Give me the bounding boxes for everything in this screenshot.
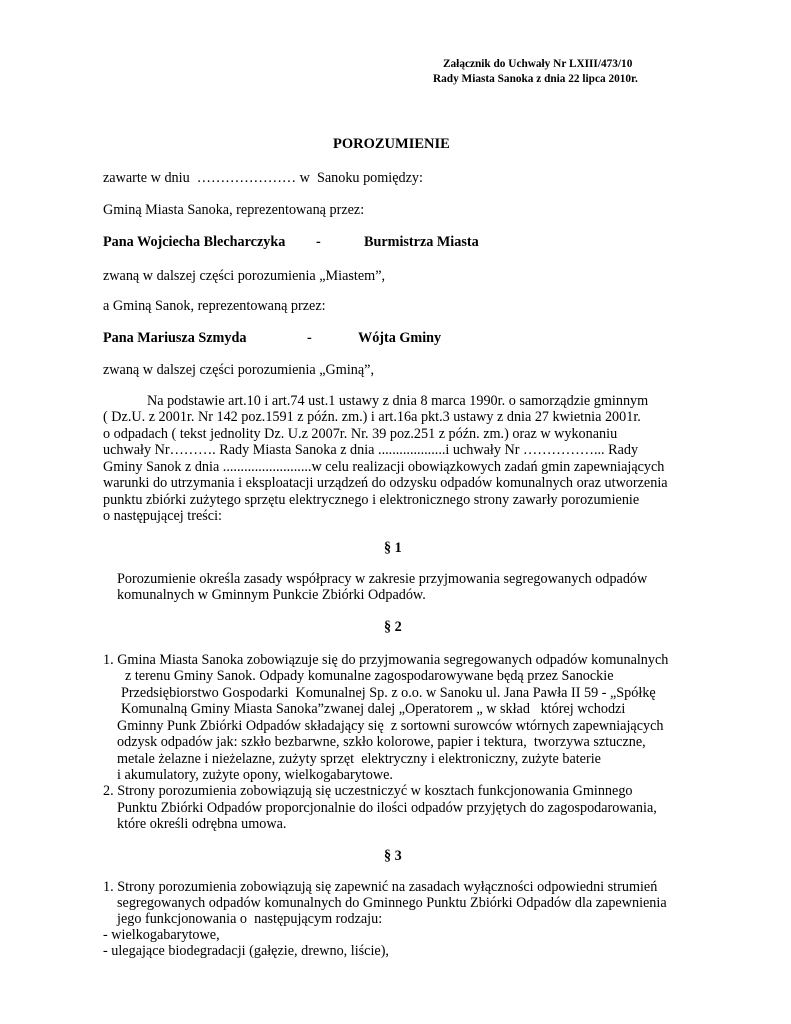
section-3-line: - wielkogabarytowe, xyxy=(103,927,220,943)
intro-line-party2: a Gminą Sanok, reprezentowaną przez: xyxy=(103,298,326,314)
party1-dash: - xyxy=(316,234,321,250)
preamble-line: o odpadach ( tekst jednolity Dz. U.z 2007r. Nr. 39 poz.251 z późn. zm.) oraz w wykonaniu xyxy=(103,426,618,442)
section-2-line: Komunalną Gminy Miasta Sanoka”zwanej dalej „Operatorem „ w skład której wchodzi xyxy=(121,701,626,717)
section-1-line: komunalnych w Gminnym Punkcie Zbiórki Odpadów. xyxy=(117,587,426,603)
section-2-line: z terenu Gminy Sanok. Odpady komunalne zagospodarowywane będą przez Sanockie xyxy=(125,668,614,684)
attachment-header-line2: Rady Miasta Sanoka z dnia 22 lipca 2010r. xyxy=(433,73,638,85)
intro-line-gmina-alias: zwaną w dalszej części porozumienia „Gminą”, xyxy=(103,362,375,378)
section-3-line: segregowanych odpadów komunalnych do Gminnego Punktu Zbiórki Odpadów dla zapewnienia xyxy=(117,895,667,911)
section-1-heading: § 1 xyxy=(384,540,402,556)
section-2-line: 2. Strony porozumienia zobowiązują się uczestniczyć w kosztach funkcjonowania Gminnego xyxy=(103,783,633,799)
section-2-line: metale żelazne i nieżelazne, zużyty sprzęt elektryczny i elektroniczny, zużyte baterie xyxy=(117,751,601,767)
section-2-line: Przedsiębiorstwo Gospodarki Komunalnej Sp. z o.o. w Sanoku ul. Jana Pawła II 59 - „Spółkę xyxy=(121,685,656,701)
preamble-line: uchwały Nr………. Rady Miasta Sanoka z dnia ...................i uchwały Nr ……………... Rady xyxy=(103,442,639,458)
preamble-line: warunki do utrzymania i eksploatacji urządzeń do odzysku odpadów komunalnych oraz utworzenia xyxy=(103,475,668,491)
section-3-line: 1. Strony porozumienia zobowiązują się zapewnić na zasadach wyłączności odpowiedni strumień xyxy=(103,879,658,895)
section-2-line: Punktu Zbiórki Odpadów proporcjonalnie do ilości odpadów przyjętych do zagospodarowania, xyxy=(117,800,657,816)
section-3-heading: § 3 xyxy=(384,848,402,864)
intro-line-party1: Gminą Miasta Sanoka, reprezentowaną przez: xyxy=(103,202,365,218)
section-3-line: - ulegające biodegradacji (gałęzie, drewno, liście), xyxy=(103,943,389,959)
preamble-line: punktu zbiórki zużytego sprzętu elektrycznego i elektronicznego strony zawarły porozumienie xyxy=(103,492,640,508)
section-2-line: które określi odrębna umowa. xyxy=(117,816,287,832)
document-title: POROZUMIENIE xyxy=(333,136,450,152)
party1-representative: Pana Wojciecha Blecharczyka xyxy=(103,234,286,250)
preamble-line: ( Dz.U. z 2001r. Nr 142 poz.1591 z późn. zm.) i art.16a pkt.3 ustawy z dnia 27 kwietnia 2001r. xyxy=(103,409,641,425)
party2-role: Wójta Gminy xyxy=(358,330,442,346)
intro-line-city-alias: zwaną w dalszej części porozumienia „Miastem”, xyxy=(103,268,386,284)
party2-representative: Pana Mariusza Szmyda xyxy=(103,330,247,346)
section-2-line: 1. Gmina Miasta Sanoka zobowiązuje się do przyjmowania segregowanych odpadów komunalnych xyxy=(103,652,669,668)
party2-dash: - xyxy=(307,330,312,346)
intro-line-date: zawarte w dniu ………………… w Sanoku pomiędzy: xyxy=(103,170,423,186)
attachment-header-line1: Załącznik do Uchwały Nr LXIII/473/10 xyxy=(443,58,633,70)
preamble-line: Gminy Sanok z dnia .........................w celu realizacji obowiązkowych zadań gmin zapewniających xyxy=(103,459,665,475)
section-2-heading: § 2 xyxy=(384,619,402,635)
section-2-line: odzysk odpadów jak: szkło bezbarwne, szkło kolorowe, papier i tektura, tworzywa sztuczne, xyxy=(117,734,646,750)
section-2-line: i akumulatory, zużyte opony, wielkogabarytowe. xyxy=(117,767,393,783)
preamble-line: o następującej treści: xyxy=(103,508,222,524)
section-1-line: Porozumienie określa zasady współpracy w zakresie przyjmowania segregowanych odpadów xyxy=(117,571,648,587)
section-2-line: Gminny Punk Zbiórki Odpadów składający się z sortowni surowców wtórnych zapewniających xyxy=(117,718,664,734)
preamble-line: Na podstawie art.10 i art.74 ust.1 ustawy z dnia 8 marca 1990r. o samorządzie gminnym xyxy=(147,393,649,409)
section-3-line: jego funkcjonowania o następującym rodzaju: xyxy=(117,911,383,927)
party1-role: Burmistrza Miasta xyxy=(364,234,479,250)
